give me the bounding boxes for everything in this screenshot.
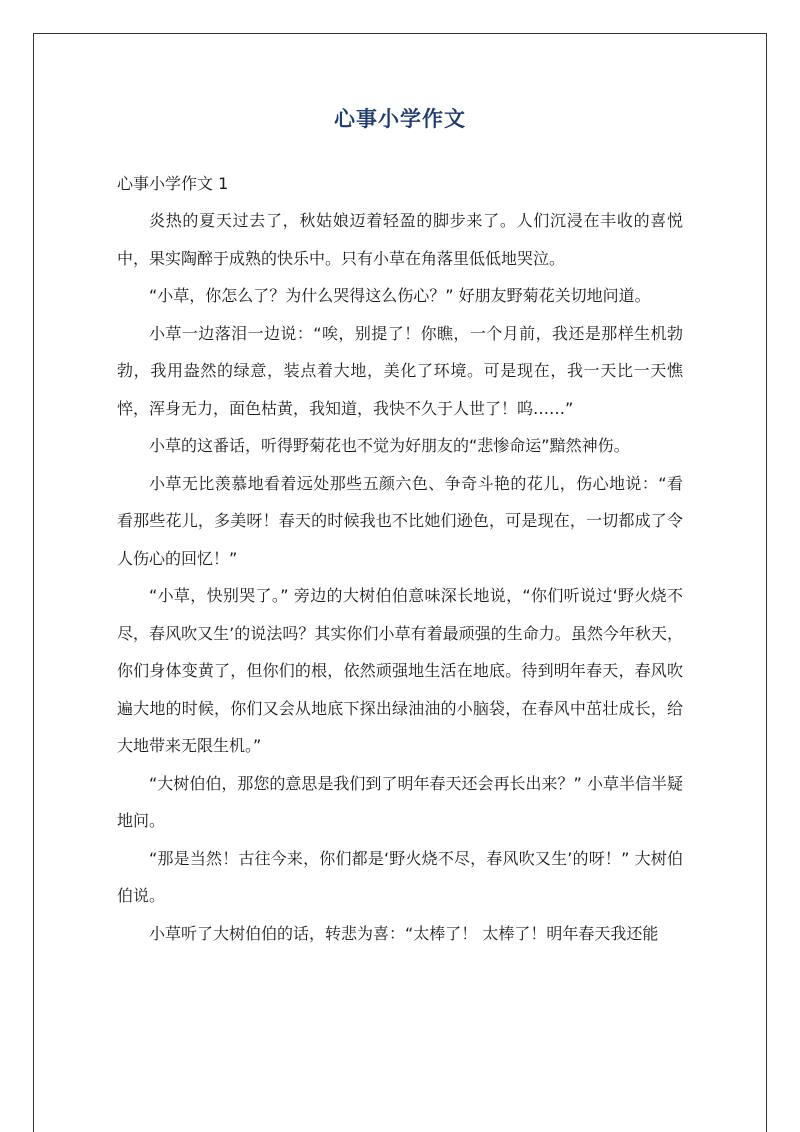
paragraph-5: 小草无比羡慕地看着远处那些五颜六色、争奇斗艳的花儿，伤心地说：“看看那些花儿，多美呀！春天的时候我也不比她们逊色，可是现在，一切都成了令人伤心的回忆！” — [117, 473, 683, 568]
paragraph-4: 小草的这番话，听得野菊花也不觉为好朋友的“悲惨命运”黯然神伤。 — [149, 436, 630, 455]
paragraph-1: 炎热的夏天过去了，秋姑娘迈着轻盈的脚步来了。人们沉浸在丰收的喜悦中，果实陶醉于成熟的快乐中。只有小草在角落里低低地哭泣。 — [117, 211, 683, 268]
document-title: 心事小学作文 — [334, 107, 466, 131]
document-body — [117, 166, 683, 952]
paragraph-9: 小草听了大树伯伯的话，转悲为喜：“太棒了！ 太棒了！明年春天我还能 — [149, 923, 659, 943]
paragraph-3: 小草一边落泪一边说：“唉，别提了！你瞧，一个月前，我还是那样生机勃勃，我用盎然的绿意，装点着大地，美化了环境。可是现在，我一天比一天憔悴，浑身无力，面色枯黄，我知道，我快不久于人世了！呜……” — [117, 323, 683, 418]
paragraph-8: “那是当然！古往今来，你们都是‘野火烧不尽，春风吹又生’的呀！” 大树伯伯说。 — [117, 848, 683, 905]
paragraph-6: “小草，快别哭了。” 旁边的大树伯伯意味深长地说，“你们听说过‘野火烧不尽，春风吹又生’的说法吗？其实你们小草有着最顽强的生命力。虽然今年秋天，你们身体变黄了，但你们的根，依然顽强地生活在地底。待到明年春天，春风吹遍大地的时候，你们又会从地底下探出绿油油的小脑袋，在春风中茁壮成长，给大地带来无限生机。” — [117, 586, 683, 755]
paragraph-7: “大树伯伯，那您的意思是我们到了明年春天还会再长出来？” 小草半信半疑地问。 — [117, 773, 683, 830]
paragraph-2: “小草，你怎么了？为什么哭得这么伤心？” 好朋友野菊花关切地问道。 — [149, 286, 651, 305]
section-heading: 心事小学作文 1 — [117, 174, 229, 193]
